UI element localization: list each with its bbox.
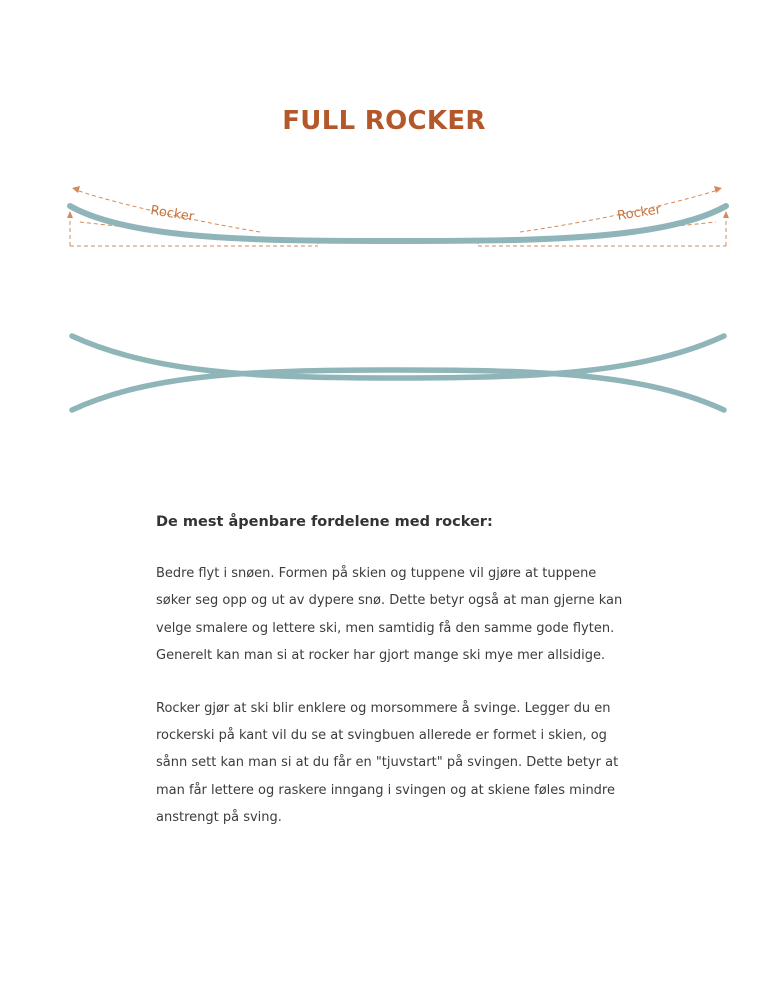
benefit-paragraph-2: Rocker gjør at ski blir enklere og morsommere å svinge. Legger du en rockerski på kant vil du se at svingbuen allerede er formet i skien, og sånn sett kan man si at du får en "tjuvstart" på svingen. Dette betyr at man får lettere og raskere inngang i svingen og at skiene føles mindre anstrengt på sving. — [156, 700, 619, 826]
content-section — [156, 510, 626, 857]
left-arc-arrowhead — [72, 186, 80, 193]
right-vertical-arrowhead — [723, 211, 729, 218]
benefits-heading: De mest åpenbare fordelene med rocker: — [156, 514, 493, 530]
left-vertical-arrowhead — [67, 211, 73, 218]
rocker-diagram — [0, 0, 768, 460]
benefit-paragraph-1: Bedre flyt i snøen. Formen på skien og tuppene vil gjøre at tuppene søker seg opp og ut av dypere snø. Dette betyr også at man gjerne kan velge smalere og lettere ski, men samtidig få den samme gode flyten. Generelt kan man si at rocker har gjort mange ski mye mer allsidige. — [156, 566, 623, 664]
page-title: FULL ROCKER — [282, 106, 486, 136]
right-rocker-label: Rocker — [616, 202, 663, 224]
left-rocker-label: Rocker — [149, 203, 196, 225]
right-arc-arrowhead — [714, 186, 722, 193]
